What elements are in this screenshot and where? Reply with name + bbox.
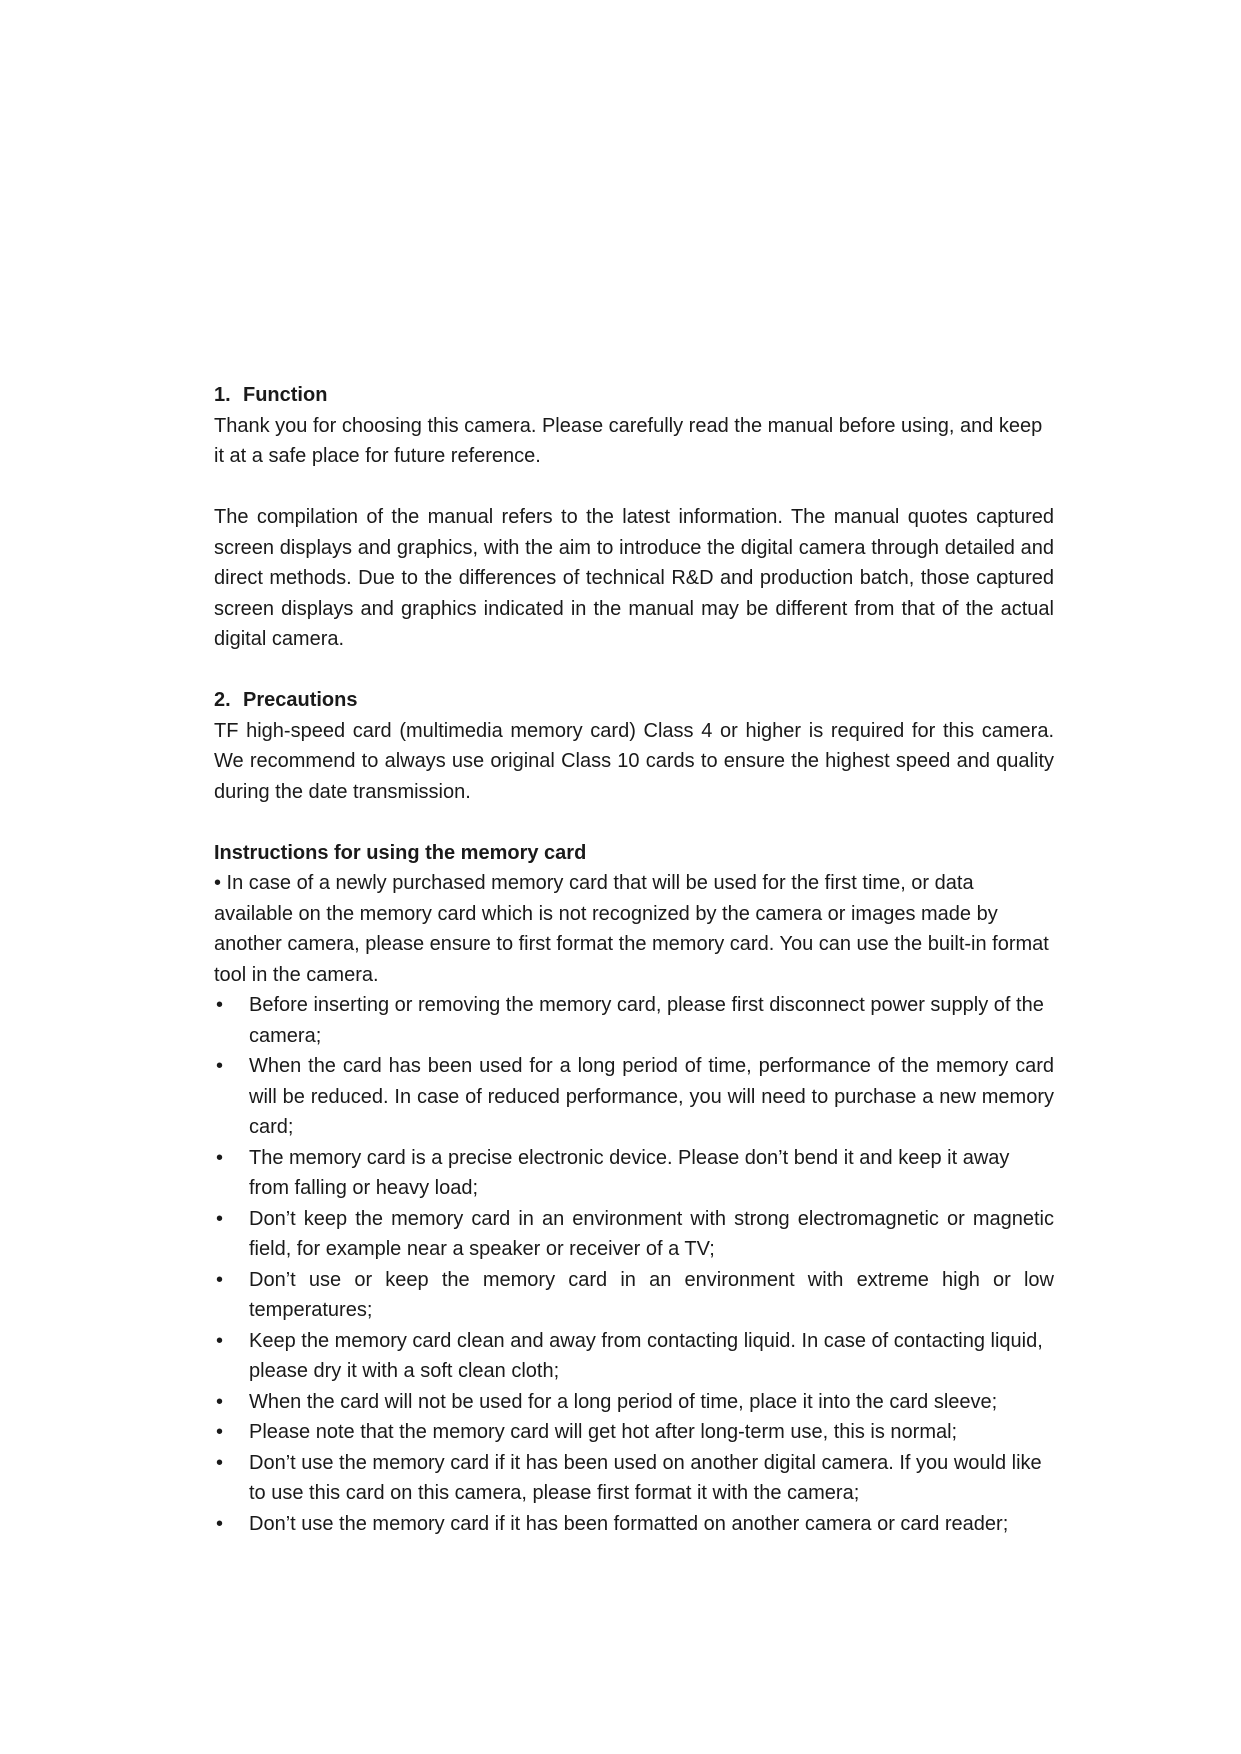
list-item-text: When the card has been used for a long period of time, performance of the memory card will be reduced. In case of reduced performance, you will need to purchase a new memory card; bbox=[249, 1055, 1054, 1138]
bullet-icon: • bbox=[216, 1451, 224, 1474]
memory-card-heading: Instructions for using the memory card bbox=[214, 841, 587, 864]
list-item bbox=[214, 1204, 1054, 1265]
spacer bbox=[214, 472, 1054, 503]
list-item bbox=[214, 1417, 1054, 1448]
section-title: Precautions bbox=[243, 689, 358, 711]
list-item bbox=[214, 1326, 1054, 1387]
list-item-text: Don’t use the memory card if it has been formatted on another camera or card reader; bbox=[249, 1512, 1009, 1535]
section-heading-precautions bbox=[214, 685, 1054, 716]
list-item-text: Please note that the memory card will get hot after long-term use, this is normal; bbox=[249, 1421, 958, 1443]
section-number: 1. bbox=[214, 384, 231, 406]
section-number: 2. bbox=[214, 689, 231, 711]
paragraph-thanks: Thank you for choosing this camera. Please carefully read the manual before using, and keep it at a safe place for future reference. bbox=[214, 414, 1043, 467]
bullet-icon: • bbox=[216, 1421, 224, 1443]
bullet-icon: • bbox=[216, 1329, 224, 1352]
bullet-icon: • bbox=[216, 1390, 224, 1413]
bullet-icon: • bbox=[216, 1268, 224, 1291]
bullet-icon: • bbox=[216, 1146, 224, 1169]
list-item-text: Don’t use or keep the memory card in an environment with extreme high or low temperatures; bbox=[249, 1268, 1054, 1321]
memory-card-intro: • In case of a newly purchased memory card that will be used for the first time, or data available on the memory card which is not recognized by the camera or images made by another camera, please ensure to first format the memory card. You can use the built-in format tool in the camera. bbox=[214, 872, 1049, 986]
list-item-text: When the card will not be used for a long period of time, place it into the card sleeve; bbox=[249, 1390, 998, 1413]
bullet-icon: • bbox=[216, 1055, 224, 1077]
list-item bbox=[214, 1509, 1054, 1540]
section-title: Function bbox=[243, 384, 328, 406]
memory-card-instructions-list bbox=[214, 990, 1054, 1539]
bullet-icon: • bbox=[216, 1207, 224, 1230]
list-item bbox=[214, 990, 1054, 1051]
list-item-text: Before inserting or removing the memory card, please first disconnect power supply of the camera; bbox=[249, 994, 1044, 1047]
list-item bbox=[214, 1143, 1054, 1204]
bullet-icon: • bbox=[216, 994, 224, 1016]
list-item-text: Don’t keep the memory card in an environment with strong electromagnetic or magnetic field, for example near a speaker or receiver of a TV; bbox=[249, 1207, 1054, 1260]
list-item-text: Keep the memory card clean and away from contacting liquid. In case of contacting liquid, please dry it with a soft clean cloth; bbox=[249, 1329, 1043, 1382]
list-item bbox=[214, 1051, 1054, 1143]
list-item-text: The memory card is a precise electronic device. Please don’t bend it and keep it away from falling or heavy load; bbox=[249, 1146, 1010, 1199]
list-item bbox=[214, 1387, 1054, 1418]
section-heading-function bbox=[214, 380, 1054, 411]
page-content bbox=[214, 380, 1054, 1539]
list-item bbox=[214, 1448, 1054, 1509]
spacer bbox=[214, 807, 1054, 838]
spacer bbox=[214, 655, 1054, 686]
paragraph-tf-card: TF high-speed card (multimedia memory card) Class 4 or higher is required for this camera. We recommend to always use original Class 10 cards to ensure the highest speed and quality during the date transmission. bbox=[214, 719, 1054, 803]
paragraph-compilation: The compilation of the manual refers to the latest information. The manual quotes captured screen displays and graphics, with the aim to introduce the digital camera through detailed and direct methods. Due to the differences of technical R&D and production batch, those captured screen displays and graphics indicated in the manual may be different from that of the actual digital camera. bbox=[214, 506, 1054, 650]
bullet-icon: • bbox=[216, 1512, 224, 1535]
list-item bbox=[214, 1265, 1054, 1326]
list-item-text: Don’t use the memory card if it has been used on another digital camera. If you would like to use this card on this camera, please first format it with the camera; bbox=[249, 1451, 1042, 1504]
